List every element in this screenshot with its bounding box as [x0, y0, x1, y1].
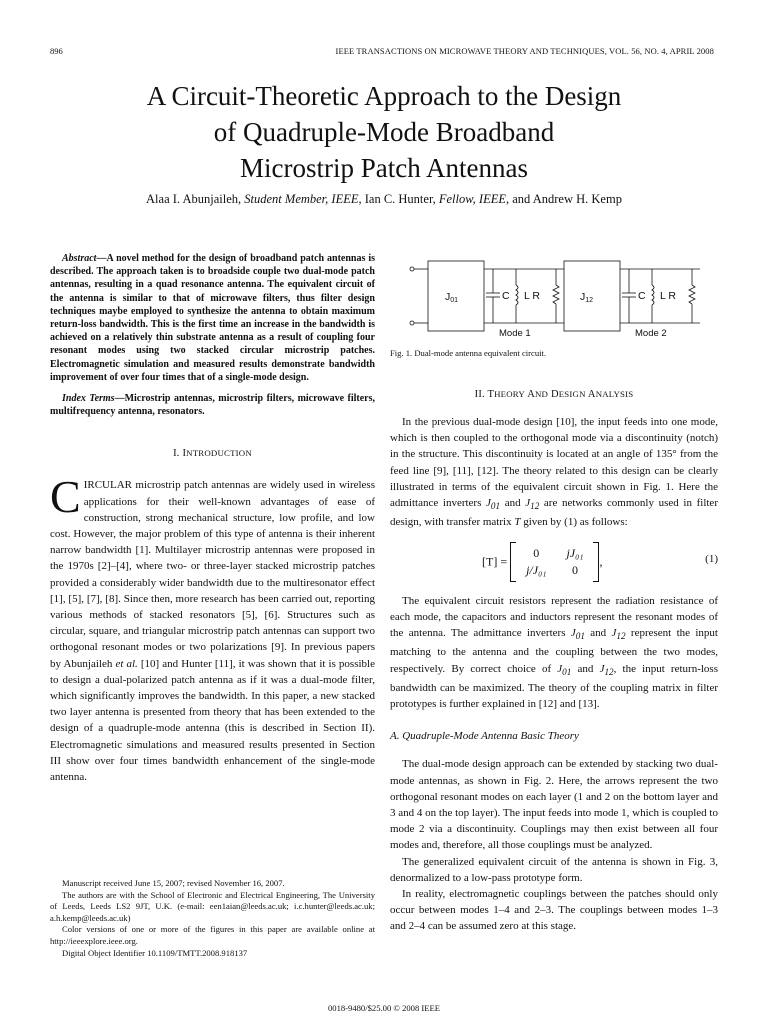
mode-2-label: Mode 2: [635, 328, 667, 336]
lr-label-mode2: L R: [660, 290, 676, 302]
author-1-role: Student Member, IEEE,: [244, 192, 362, 206]
intro-paragraph: [50, 471, 375, 785]
copyright-line: 0018-9480/$25.00 © 2008 IEEE: [327, 1003, 441, 1013]
title-line-2: of Quadruple-Mode Broadband: [213, 117, 555, 147]
equation-1: [390, 539, 718, 583]
author-2-role: Fellow, IEEE,: [438, 192, 510, 206]
section-1-numeral: I.: [173, 448, 180, 460]
j01-label: J01: [445, 291, 459, 304]
j12-label: J12: [580, 291, 594, 304]
s2p2-j12b: $J_{12}$: [599, 662, 614, 677]
paper-title: [60, 78, 708, 186]
sec2-w3-first: D: [550, 389, 559, 400]
abstract-lead: Abstract: [62, 253, 97, 264]
eq-m11: 0: [533, 545, 540, 560]
c-label-mode1: C: [502, 290, 510, 302]
eq-m12: jJ₀₁: [566, 545, 584, 560]
footnote: [50, 878, 375, 959]
footnote-doi: Digital Object Identifier 10.1109/TMTT.2008.918137: [62, 947, 248, 958]
subsection-a-heading: A. Quadruple-Mode Antenna Basic Theory: [390, 730, 579, 743]
eq-m22: 0: [571, 562, 578, 577]
sec2-w1-first: T: [487, 389, 495, 400]
eq-m21: j/J₀₁: [526, 562, 547, 577]
footnote-affiliation: The authors are with the School of Electronic and Electrical Engineering, The University of Leeds, Leeds LS2 9JT, U.K. (e-mail: een1aian@leeds.ac.uk; i.c.hunter@leeds.ac.uk; a.h.kemp@leeds.ac.uk): [50, 889, 375, 923]
s2p2-a: The equivalent circuit resistors represent the radiation resistance of each mode, the capacitors and inductors represent the resonant modes of the antenna. The admittance inverters: [390, 594, 718, 640]
section-2-numeral: II.: [474, 389, 485, 400]
footnote-received: Manuscript received June 15, 2007; revised November 16, 2007.: [62, 878, 285, 888]
section-2a-paragraph-3: In reality, electromagnetic couplings between the patches should only occur between modes 1–4 and 2–3. The couplings between modes 1–3 and 2–4 can be assumed zero at this stage.: [390, 888, 718, 933]
abstract-text: —A novel method for the design of broadband patch antennas is described. The approach taken is to broadside couple two dual-mode patch antennas, resulting in a quad resonance antenna. The equivalent circuit of the antenna is similar to that of microwave filters, thus filter design techniques maybe employed to synthesize the antenna to obtain maximum return-loss bandwidth. This is the first time an increase in the bandwidth is achieved on a relatively thin substrate antenna as a result of coupling four resonant modes using two stacked circular microstrip patches. Electromagnetic simulation and measured results demonstrate bandwidth improvement of over four times that of a single-mode design.: [50, 253, 375, 383]
s2p1-d: given by (1) as follows:: [520, 516, 628, 529]
author-2-name: Ian C. Hunter,: [364, 192, 436, 206]
equation-1-number: (1): [705, 552, 718, 565]
section-2-paragraph-2: [390, 593, 718, 713]
s2p2-j01: $J_{01}$: [570, 627, 585, 642]
sec2-w3-rest: ESIGN: [558, 389, 586, 399]
s2p2-j01b: $J_{01}$: [557, 662, 572, 677]
s2p1-j01: $J_{01}$: [486, 497, 501, 512]
dropcap: C: [50, 471, 81, 523]
sec2-w1-rest: HEORY: [494, 389, 525, 399]
section-2-heading: [390, 389, 718, 400]
section-2a-paragraph-1: The dual-mode design approach can be extended by stacking two dual-mode antennas, as shown in Fig. 2. Here, the arrows represent the two orthogonal resonant modes on each layer (1 and 2 on the bottom layer and 3 and 4 on the top layer). The input feeds into mode 1, which is coupled to mode 2 via a discontinuity. Couplings may then exist between all four modes and, therefore, all those couplings must be analyzed.: [390, 758, 718, 852]
intro-text: IRCULAR microstrip patch antennas are widely used in wireless applications for their well-known advantages of ease of construction, strong mechanical structure, low profile, and low cost. However, the major problem of this type of antenna is their inherent narrow bandwidth [1]. Multilayer microstrip antennas were proposed in the 1970s [2]–[4], where two- or three-layer stacked microstrip patches provided a considerably wider bandwidth due to the multiresonator effect [1], [5], [7], [8]. Since then, more research has been carried out, reporting various methods of stacked resonators [5], [6]. Structures such as circular, square, and triangular microstrip patch antennas can support two orthogonal resonant modes or two polarizations [9]. In previous papers by Abunjaileh: [50, 479, 375, 670]
section-1-first-letter: I: [182, 448, 187, 460]
c-label-mode2: C: [638, 290, 646, 302]
s2p2-b: and: [584, 627, 612, 640]
page-number: 896: [50, 46, 63, 56]
index-terms-lead: Index Terms: [62, 393, 115, 405]
equivalent-circuit-diagram: [390, 256, 718, 336]
s2p1-j12: $J_{12}$: [525, 497, 540, 512]
s2p2-d: and: [571, 662, 600, 675]
author-3-name: Andrew H. Kemp: [532, 192, 622, 206]
section-1-heading: [50, 448, 375, 459]
footnote-color: Color versions of one or more of the figures in this paper are available online at http://ieeexplore.ieee.org.: [50, 924, 375, 946]
eq-lhs: [T] =: [482, 554, 508, 569]
equation-1-body: [T] = 0 jJ₀₁ j/J₀₁ 0 ,: [482, 542, 602, 582]
figure-1-caption: Fig. 1. Dual-mode antenna equivalent circuit.: [390, 348, 547, 358]
title-line-3: Microstrip Patch Antennas: [240, 153, 528, 183]
sec2-w2-first: A: [527, 389, 535, 400]
intro-et-al: et al.: [115, 657, 138, 670]
s2p1-a: In the previous dual-mode design [10], the input feeds into one mode, which is then coupled to the orthogonal mode via a discontinuity (notch) in the structure. This discontinuity is located at an angle of 135° from the feed line [9], [11], [12]. The theory related to this design can be clearly illustrated in terms of the equivalent circuit shown in Fig. 1. Here the admittance inverters: [390, 416, 718, 510]
section-1-rest: NTRODUCTION: [186, 448, 252, 459]
s2p2-j12: $J_{12}$: [611, 627, 626, 642]
abstract: [50, 252, 375, 384]
input-terminal-bottom: [410, 321, 414, 325]
sec2-w2-rest: ND: [535, 389, 549, 399]
sec2-w4-first: A: [587, 389, 596, 400]
left-column: [50, 252, 375, 785]
section-2a-paragraph-2: The generalized equivalent circuit of the antenna is shown in Fig. 3, denormalized to a low-pass prototype form.: [390, 855, 718, 884]
intro-text-cont: [10] and Hunter [11], it was shown that it is possible to design a dual-polarized patch antenna as if it was a dual-mode filter, which significantly improves the bandwidth. In this paper, a new stacked two layer antenna is presented from theory that has been extended to the design of a quadruple-mode antenna (this is described in Section II). Electromagnetic simulations and measured results presented in Section III show over four times bandwidth enhancement of the single-mode antenna.: [50, 657, 375, 784]
s2p2-c: represent the input matching to the antenna and the coupling between the two modes, respectively. By correct choice of: [390, 627, 718, 675]
title-line-1: A Circuit-Theoretic Approach to the Design: [146, 81, 622, 111]
section-2-paragraph-1: [390, 414, 718, 531]
author-conj: and: [512, 192, 531, 206]
author-line: [60, 192, 708, 207]
s2p2-e: , the input return-loss bandwidth can be maximized. The theory of the coupling matrix in filter prototypes is further explained in [12] and [13].: [390, 662, 718, 711]
index-terms: [50, 392, 375, 418]
eq-matrix: [516, 545, 593, 579]
inverter-j12-box: [564, 261, 620, 331]
mode-1-label: Mode 1: [499, 328, 531, 336]
s2p1-c: are networks commonly used in filter design, with transfer matrix: [390, 497, 718, 529]
s2p1-t: T: [514, 516, 521, 529]
input-terminal-top: [410, 267, 414, 271]
index-terms-text: —Microstrip antennas, microstrip filters, microwave filters, multifrequency antenna, resonators.: [50, 393, 375, 418]
running-header: IEEE TRANSACTIONS ON MICROWAVE THEORY AND TECHNIQUES, VOL. 56, NO. 4, APRIL 2008: [335, 46, 714, 56]
figure-1: [390, 256, 718, 336]
lr-label-mode1: L R: [524, 290, 540, 302]
right-column: [390, 252, 718, 935]
author-1-name: Alaa I. Abunjaileh,: [146, 192, 242, 206]
inverter-j01-box: [428, 261, 484, 331]
s2p1-b: and: [500, 497, 526, 510]
sec2-w4-rest: NALYSIS: [595, 389, 634, 399]
